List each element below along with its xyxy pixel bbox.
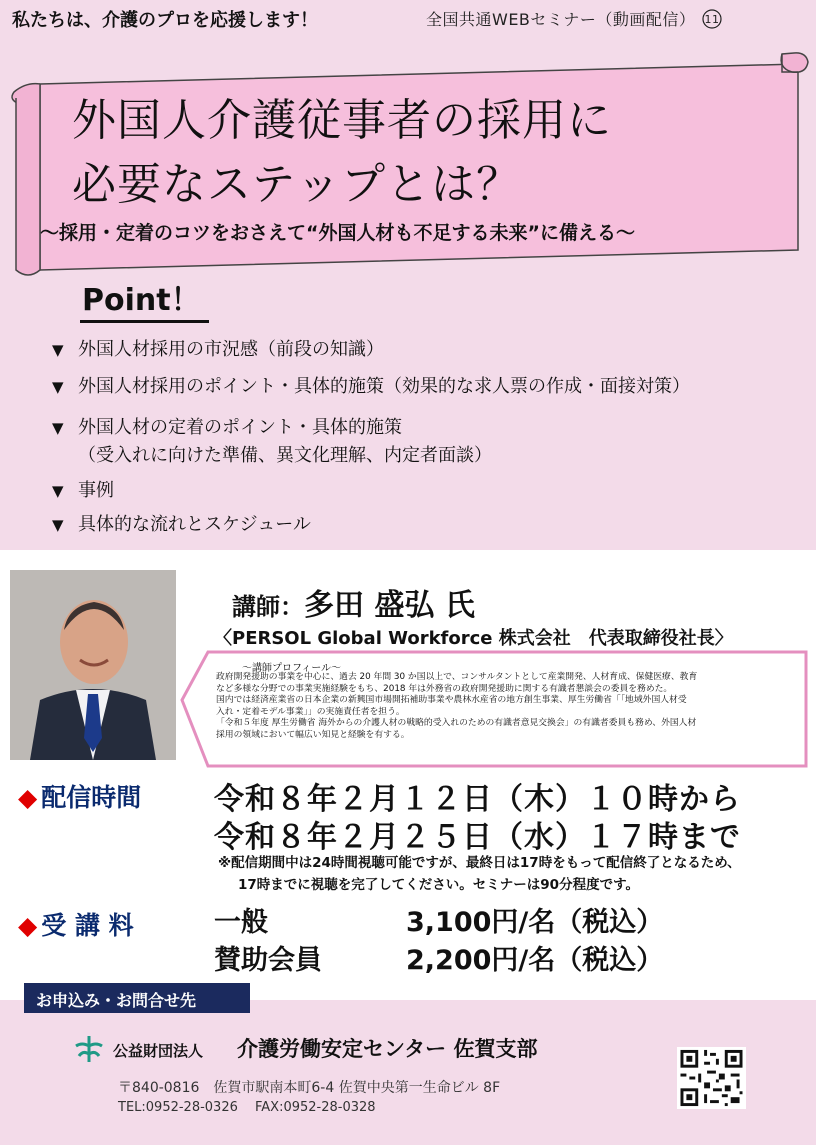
schedule-start: 令和８年２月１２日（木）１０時から bbox=[214, 782, 741, 817]
triangle-down-icon: ▼ bbox=[52, 419, 64, 437]
fee-label bbox=[18, 906, 134, 942]
phone-fax: TEL:0952-28-0326 FAX:0952-28-0328 bbox=[118, 1100, 376, 1115]
schedule-note-1: ※配信期間中は24時間視聴可能ですが、最終日は17時をもって配信終了となるため、 bbox=[218, 855, 741, 871]
speaker-portrait-illustration bbox=[10, 570, 176, 760]
profile-line: 政府開発援助の事業を中心に、過去 20 年間 30 か国以上で、コンサルタントとして産業開発、人材育成、保健医療、教育 bbox=[216, 672, 698, 682]
fee-type-general: 一般 bbox=[214, 907, 268, 938]
org-name: 介護労働安定センター 佐賀支部 bbox=[237, 1037, 538, 1061]
point-item-text: 外国人材採用のポイント・具体的施策（効果的な求人票の作成・面接対策） bbox=[78, 376, 690, 397]
point-item bbox=[52, 335, 384, 361]
fee-label-text: 受 講 料 bbox=[41, 911, 134, 940]
point-item-subtext: （受入れに向けた準備、異文化理解、内定者面談） bbox=[78, 445, 492, 466]
profile-line: 入れ・定着モデル事業」」の実施責任者を担う。 bbox=[216, 706, 405, 717]
triangle-down-icon: ▼ bbox=[52, 378, 64, 396]
triangle-down-icon: ▼ bbox=[52, 341, 64, 359]
diamond-icon: ◆ bbox=[18, 911, 38, 940]
seminar-label-text: 全国共通WEBセミナー（動画配信） bbox=[426, 10, 696, 29]
schedule-end: 令和８年２月２５日（水）１７時まで bbox=[214, 820, 741, 855]
subtitle: ～採用・定着のコツをおさえて“外国人材も不足する未来”に備える～ bbox=[40, 222, 635, 244]
schedule-label-text: 配信時間 bbox=[41, 783, 142, 812]
seminar-label bbox=[426, 7, 723, 30]
fee-price-member: 2,200円/名（税込） bbox=[406, 945, 664, 976]
contact-tab: お申込み・お問合せ先 bbox=[24, 983, 250, 1013]
title-line-2: 必要なステップとは？ bbox=[72, 159, 522, 210]
lecturer-affiliation: 〈PERSOL Global Workforce 株式会社 代表取締役社長〉 bbox=[214, 628, 733, 649]
top-header bbox=[0, 0, 816, 36]
lecturer-name: 多田 盛弘 氏 bbox=[304, 588, 475, 623]
number-eleven-icon bbox=[701, 8, 723, 30]
diamond-icon: ◆ bbox=[18, 783, 38, 812]
point-item bbox=[52, 476, 114, 502]
profile-text bbox=[216, 672, 804, 742]
tagline: 私たちは、介護のプロを応援します！ bbox=[12, 10, 318, 31]
triangle-down-icon: ▼ bbox=[52, 482, 64, 500]
fee-price-general: 3,100円/名（税込） bbox=[406, 907, 664, 938]
triangle-down-icon: ▼ bbox=[52, 516, 64, 534]
point-item bbox=[52, 372, 690, 398]
speaker-photo bbox=[10, 570, 176, 760]
fee-type-member: 賛助会員 bbox=[214, 945, 322, 976]
profile-title: ～講師プロフィール～ bbox=[242, 663, 341, 674]
lecturer-line bbox=[232, 580, 475, 624]
profile-line: など多様な分野での事業実施経験をもち、2018 年は外務省の政府開発援助に関する有識者懇談会の委員を務めた。 bbox=[216, 683, 673, 694]
address: 〒840-0816 佐賀市駅南本町6-4 佐賀中央第一生命ビル 8F bbox=[118, 1080, 501, 1096]
point-item-text: 具体的な流れとスケジュール bbox=[78, 514, 311, 535]
title-line-1: 外国人介護従事者の採用に bbox=[72, 95, 612, 146]
svg-text:11: 11 bbox=[704, 13, 720, 26]
lecturer-label: 講師： bbox=[232, 593, 304, 621]
point-heading: Point！ bbox=[80, 282, 209, 323]
schedule-note-2: 17時までに視聴を完了してください。セミナーは90分程度です。 bbox=[238, 877, 639, 893]
profile-line: 採用の領域において幅広い知見と経験を有する。 bbox=[216, 729, 410, 740]
point-item bbox=[52, 510, 311, 536]
org-prefix: 公益財団法人 bbox=[113, 1042, 204, 1060]
organization-logo-icon bbox=[73, 1034, 105, 1064]
schedule-label bbox=[18, 778, 141, 814]
point-item bbox=[52, 413, 492, 467]
point-item-text: 事例 bbox=[78, 480, 114, 501]
point-item-text: 外国人材採用の市況感（前段の知識） bbox=[78, 339, 384, 360]
qr-code[interactable] bbox=[677, 1047, 746, 1109]
profile-line: 国内では経済産業省の日本企業の新興国市場開拓補助事業や農林水産省の地方創生事業、厚生労働省「「地域外国人材受 bbox=[216, 695, 687, 706]
profile-line: 「令和５年度 厚生労働省 海外からの介護人材の戦略的受入れのための有識者意見交換会」の有識者委員も務め、外国人材 bbox=[216, 718, 697, 729]
point-item-text: 外国人材の定着のポイント・具体的施策 bbox=[78, 417, 402, 438]
